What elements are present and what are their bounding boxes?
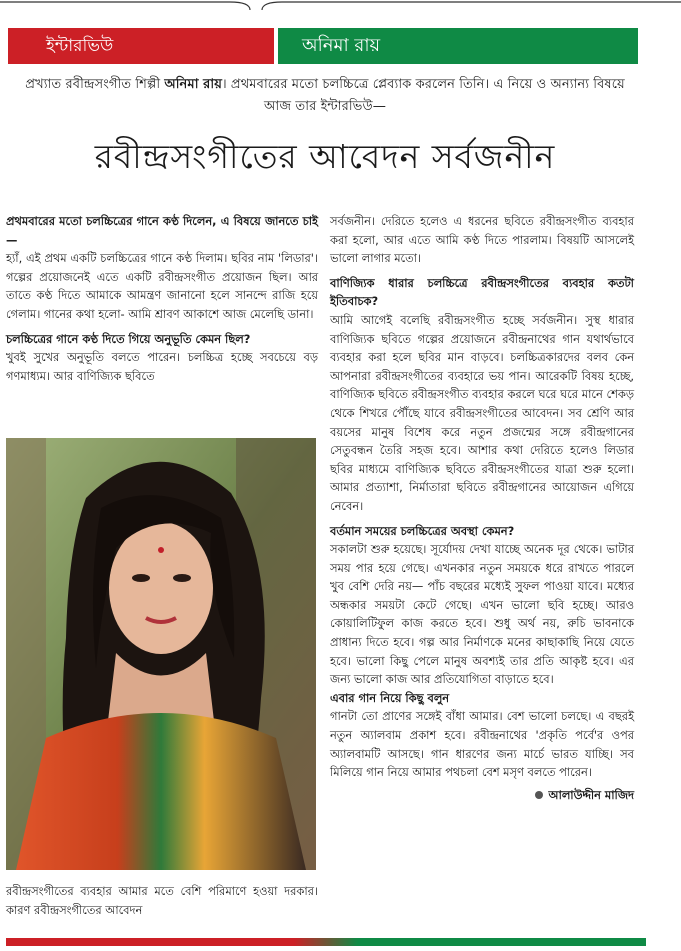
portrait-photo (6, 438, 316, 870)
question-2: চলচ্চিত্রের গানে কণ্ঠ দিতে গিয়ে অনুভূতি কেমন ছিল? (6, 331, 251, 346)
intro-paragraph (10, 74, 640, 118)
answer-continuation: রবীন্দ্রসংগীতের ব্যবহার আমার মতে বেশি পরিমাণে হওয়া দরকার। কারণ রবীন্দ্রসংগীতের আবেদন (6, 884, 318, 917)
question-5: এবার গান নিয়ে কিছু বলুন (330, 690, 450, 705)
byline (330, 786, 634, 805)
person-name: অনিমা রায় (302, 35, 381, 56)
person-name-block (278, 28, 638, 64)
section-label-block (8, 28, 274, 64)
answer-2-end: সর্বজনীন। দেরিতে হলেও এ ধরনের ছবিতে রবীন্দ্রসংগীত ব্যবহার করা হলো, আর এতে আমি কণ্ঠ দিতে পারলাম। বিষয়টি আসলেই ভালো লাগার মতো। (330, 214, 634, 266)
intro-text-part2: । প্রথমবারের মতো চলচ্চিত্রে প্লেব্যাক করলেন তিনি। এ নিয়ে ও অন্যান্য বিষয়ে আজ তার ইন্টারভিউ— (222, 77, 625, 114)
answer-2-start: খুবই সুখের অনুভূতি বলতে পারেন। চলচ্চিত্র হচ্ছে সবচেয়ে বড় গণমাধ্যম। আর বাণিজ্যিক ছবিতে (6, 350, 318, 383)
byline-author: আলাউদ্দীন মাজিদ (548, 787, 634, 802)
intro-name: অনিমা রায় (164, 77, 223, 92)
answer-3: আমি আগেই বলেছি রবীন্দ্রসংগীত হচ্ছে সর্বজনীন। সুস্থ ধারার বাণিজ্যিক ছবিতে গল্পের প্রয়োজনে রবীন্দ্রনাথের গান যথার্থভাবে ব্যবহার করা হলে ছবির মান বাড়বে। চলচ্চিত্রকারদের বলব কেন আপনারা রবীন্দ্রসংগীতের ব্যবহারে ভয় পান। আরেকটি বিষয় হচ্ছে, বাণিজ্যিক ছবিতে রবীন্দ্রসংগীত ব্যবহার করলে ঘরে ঘরে মানে শেকড় থেকে শিখরে পৌঁছে যাবে রবীন্দ্রসংগীতের আবেদন। সব শ্রেণি আর বয়সের মানুষ বিশেষ করে নতুন প্রজন্মের সঙ্গে রবীন্দ্রগানের সেতুবন্ধন তৈরি সহজ হবে। আশার কথা দেরিতে হলেও লিডার ছবির মাধ্যমে বাণিজ্যিক ছবিতে রবীন্দ্রসংগীতের যাত্রা শুরু হলো। আমার প্রত্যাশা, নির্মাতারা ছবিতে রবীন্দ্রগানের আয়োজন এগিয়ে নেবেন। (330, 312, 634, 513)
right-column (330, 212, 634, 804)
bullet-icon (535, 791, 543, 799)
answer-1: হ্যাঁ, এই প্রথম একটি চলচ্চিত্রের গানে কণ্ঠ দিলাম। ছবির নাম 'লিডার'। গল্পের প্রয়োজনেই এতে একটি রবীন্দ্রসংগীত প্রয়োজন ছিল। আর তাতে কণ্ঠ দিতে আমাকে আমন্ত্রণ জানানো হলে সানন্দে রাজি হয়ে গেলাম। গানের কথা হলো- আমি শ্রাবণ আকাশে আজ মেলেছি ডানা। (6, 251, 318, 321)
section-label: ইন্টারভিউ (46, 36, 114, 56)
left-column-bottom (6, 882, 318, 919)
bottom-color-bar (6, 938, 646, 946)
intro-text-part1: প্রখ্যাত রবীন্দ্রসংগীত শিল্পী (25, 77, 165, 92)
question-4: বর্তমান সময়ের চলচ্চিত্রের অবস্থা কেমন? (330, 523, 515, 538)
section-banner (8, 28, 638, 64)
question-3: বাণিজ্যিক ধারার চলচ্চিত্রে রবীন্দ্রসংগীতের ব্যবহার কতটা ইতিবাচক? (330, 275, 634, 309)
answer-5: গানটা তো প্রাণের সঙ্গেই বাঁধা আমার। বেশ ভালো চলছে। এ বছরই নতুন অ্যালবাম প্রকাশ হবে। রবীন্দ্রনাথের 'প্রকৃতি পর্বে'র ওপর অ্যালবামটি আসছে। গান ধারণের জন্য মার্চে ভারত যাচ্ছি। সব মিলিয়ে গান নিয়ে আমার পথচলা বেশ মসৃণ বলতে পারেন। (330, 709, 634, 780)
answer-4: সকালটা শুরু হয়েছে। সূর্যোদয় দেখা যাচ্ছে অনেক দূর থেকে। ভাটার সময় পার হয়ে গেছে। এখনকার নতুন সময়কে ধরে রাখতে পারলে খুব বেশি দেরি নয়— পাঁচ বছরের মধ্যেই সুফল পাওয়া যাবে। মধ্যের অন্ধকার সময়টা কেটে গেছে। এখন ভালো ছবি হচ্ছে। আরও কোয়ালিটিফুল কাজ করতে হবে। শুধু অর্থ নয়, রুচি ভাবনাকে প্রাধান্য দিতে হবে। গল্প আর নির্মাণকে মনের কাছাকাছি নিয়ে যেতে হবে। ভালো কিছু পেলে মানুষ অবশ্যই তার প্রতি আকৃষ্ট হবে। এর জন্য ভালো কাজ আর প্রতিযোগিতা বাড়াতে হবে। (330, 542, 634, 687)
question-1: প্রথমবারের মতো চলচ্চিত্রের গানে কণ্ঠ দিলেন, এ বিষয়ে জানতে চাই— (6, 214, 318, 247)
top-decorative-frame (0, 0, 681, 12)
left-column (6, 212, 318, 385)
headline: রবীন্দ্রসংগীতের আবেদন সর্বজনীন (94, 137, 556, 176)
